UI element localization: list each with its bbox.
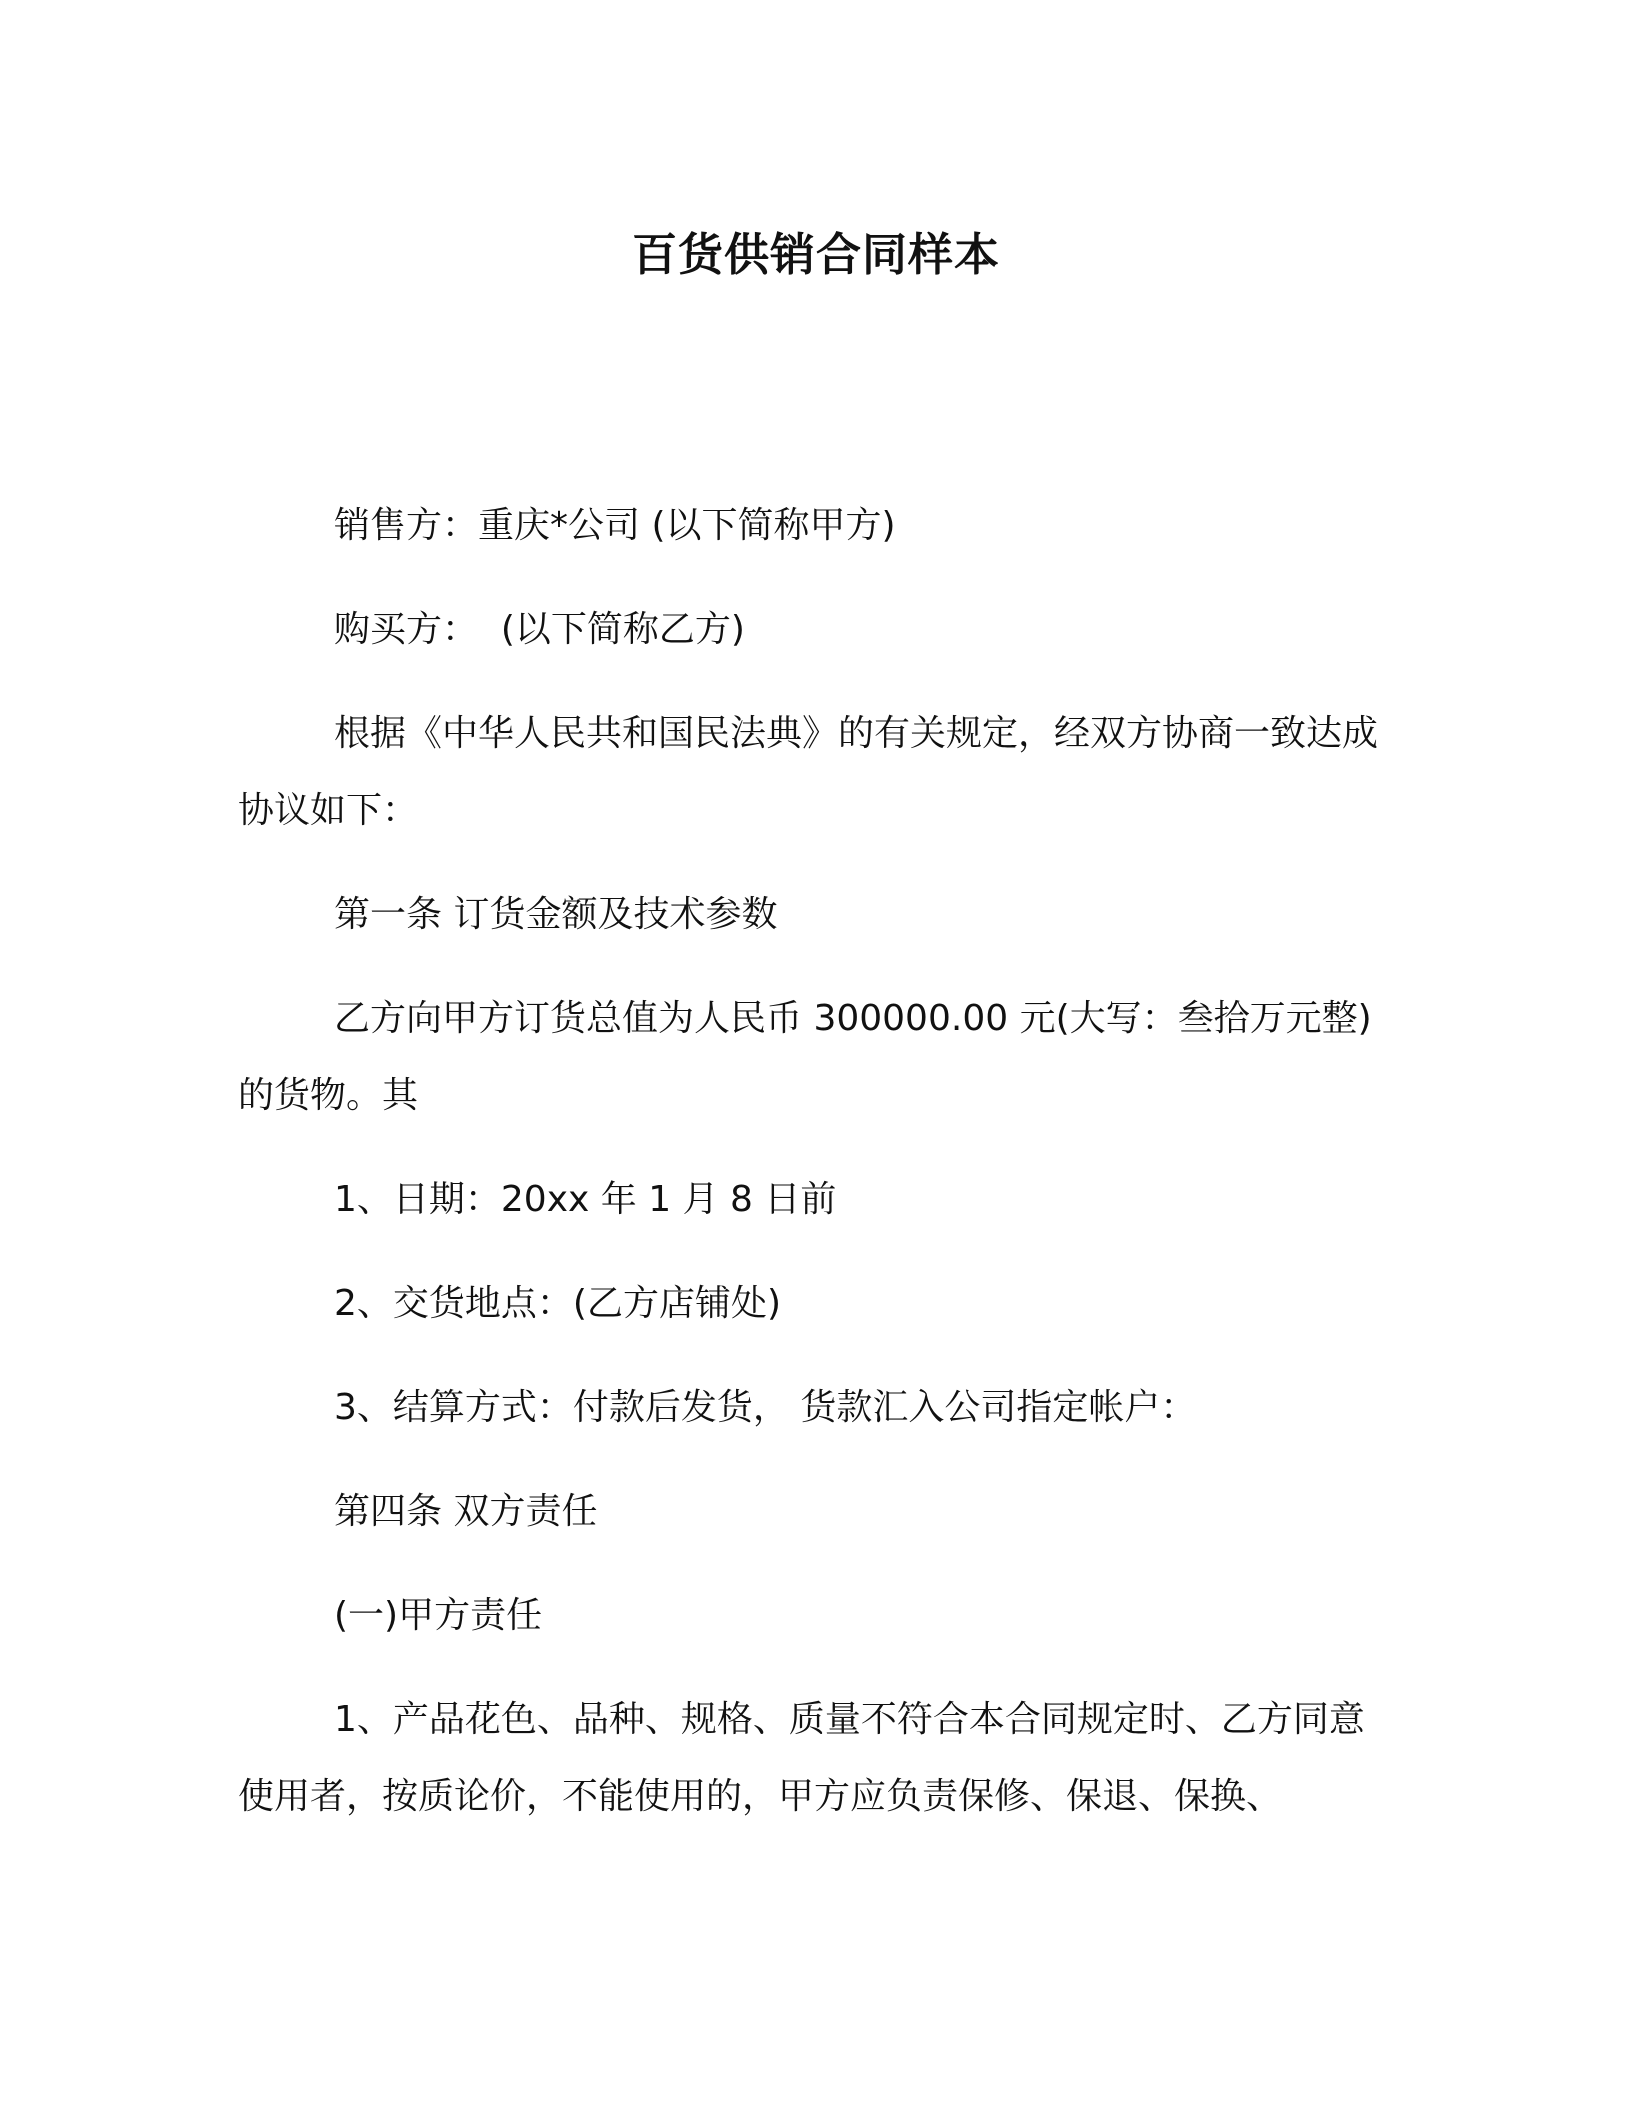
order-amount-paragraph: 乙方向甲方订货总值为人民币 300000.00 元(大写：叁拾万元整)的货物。其 [238,998,1372,1116]
document-body [238,487,1380,1862]
party-a-responsibility-heading: (一)甲方责任 [334,1595,543,1636]
delivery-location-item: 2、交货地点：(乙方店铺处) [334,1283,781,1324]
settlement-method-item: 3、结算方式：付款后发货， 货款汇入公司指定帐户： [334,1387,1197,1428]
article-one-heading: 第一条 订货金额及技术参数 [334,894,778,935]
seller-line: 销售方：重庆*公司 (以下简称甲方) [334,505,896,546]
buyer-line: 购买方： (以下简称乙方) [334,609,745,650]
preamble-paragraph: 根据《中华人民共和国民法典》的有关规定，经双方协商一致达成协议如下： [238,713,1379,831]
party-a-responsibility-item-1: 1、产品花色、品种、规格、质量不符合本合同规定时、乙方同意使用者，按质论价，不能使用的，甲方应负责保修、保退、保换、 [238,1699,1365,1817]
document-title: 百货供销合同样本 [631,228,1000,281]
delivery-date-item: 1、日期：20xx 年 1 月 8 日前 [334,1179,837,1220]
article-four-heading: 第四条 双方责任 [334,1491,598,1532]
